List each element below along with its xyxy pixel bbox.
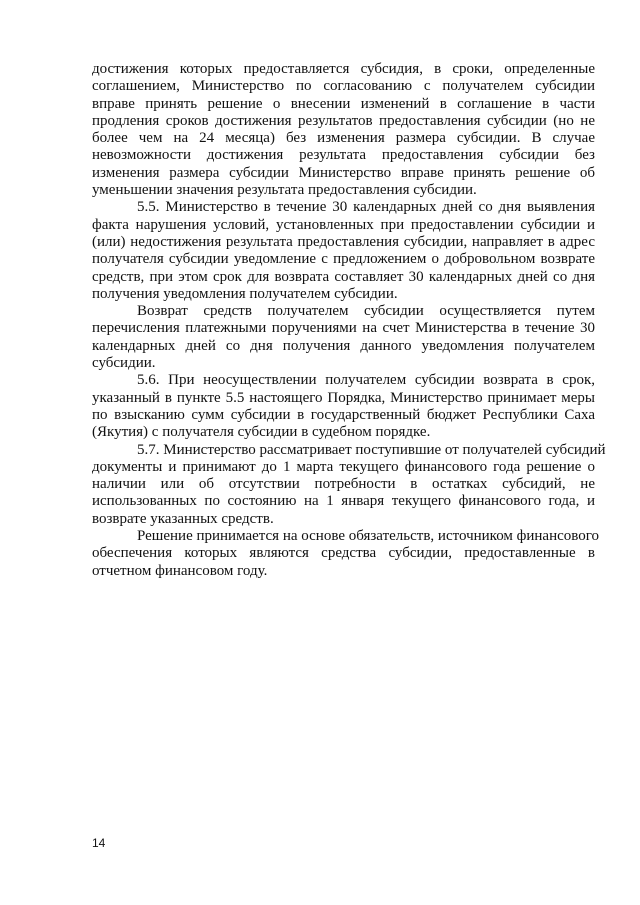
- text-line: получения уведомления получателем субсидии.: [92, 285, 398, 302]
- text-line: более чем на 24 месяца) без изменения размера субсидии. В случае: [92, 130, 595, 147]
- text-line: средств, при этом срок для возврата составляет 30 календарных дней со дня: [92, 268, 595, 285]
- text-line: вправе принять решение о внесении изменений в соглашение в части: [92, 95, 595, 112]
- text-line: (Якутия) с получателя субсидии в судебном порядке.: [92, 424, 431, 441]
- paragraph-5-7: [92, 441, 606, 528]
- text-line: календарных дней со дня получения данного уведомления получателем: [92, 337, 595, 354]
- text-line: соглашением, Министерство по согласованию с получателем субсидии: [92, 78, 595, 95]
- text-line: продления сроков достижения результатов предоставления субсидии (но не: [92, 112, 595, 129]
- text-line: Возврат средств получателем субсидии осуществляется путем: [137, 303, 595, 320]
- text-line: уменьшении значения результата предоставления субсидии.: [92, 182, 477, 199]
- text-line: возврате указанных средств.: [92, 510, 274, 527]
- page-number: 14: [92, 836, 106, 850]
- text-line: по взысканию сумм субсидии в государственный бюджет Республики Саха: [92, 406, 595, 423]
- paragraph-refund: [92, 303, 595, 372]
- paragraph-decision: [92, 528, 600, 580]
- text-line: обеспечения которых являются средства субсидии, предоставленные в: [92, 545, 595, 562]
- paragraph-5-5: [92, 199, 595, 303]
- text-line: отчетном финансовом году.: [92, 562, 268, 579]
- document-body: [92, 61, 606, 580]
- text-line: невозможности достижения результата предоставления субсидии без: [92, 147, 595, 164]
- text-line: 5.5. Министерство в течение 30 календарных дней со дня выявления: [137, 199, 595, 216]
- text-line: достижения которых предоставляется субсидия, в сроки, определенные: [92, 61, 595, 77]
- text-line: факта нарушения условий, установленных при предоставлении субсидии и: [92, 216, 595, 233]
- text-line: получателя субсидии уведомление с предложением о добровольном возврате: [92, 251, 595, 268]
- text-line: документы и принимают до 1 марта текущего финансового года решение о: [92, 458, 595, 475]
- text-line: (или) недостижения результата предоставления субсидии, направляет в адрес: [92, 233, 595, 250]
- text-line: субсидии.: [92, 355, 156, 372]
- text-line: указанный в пункте 5.5 настоящего Порядка, Министерство принимает меры: [92, 389, 595, 406]
- text-line: 5.7. Министерство рассматривает поступившие от получателей субсидий: [137, 441, 606, 458]
- text-line: перечисления платежными поручениями на счет Министерства в течение 30: [92, 320, 595, 337]
- paragraph-continuation: [92, 61, 595, 199]
- text-line: Решение принимается на основе обязательств, источником финансового: [137, 528, 600, 545]
- text-line: 5.6. При неосуществлении получателем субсидии возврата в срок,: [137, 372, 595, 389]
- paragraph-5-6: [92, 372, 595, 441]
- text-line: наличии или об отсутствии потребности в остатках субсидий, не: [92, 476, 595, 493]
- text-line: использованных по состоянию на 1 января текущего финансового года, и: [92, 493, 595, 510]
- text-line: изменения размера субсидии Министерство вправе принять решение об: [92, 164, 595, 181]
